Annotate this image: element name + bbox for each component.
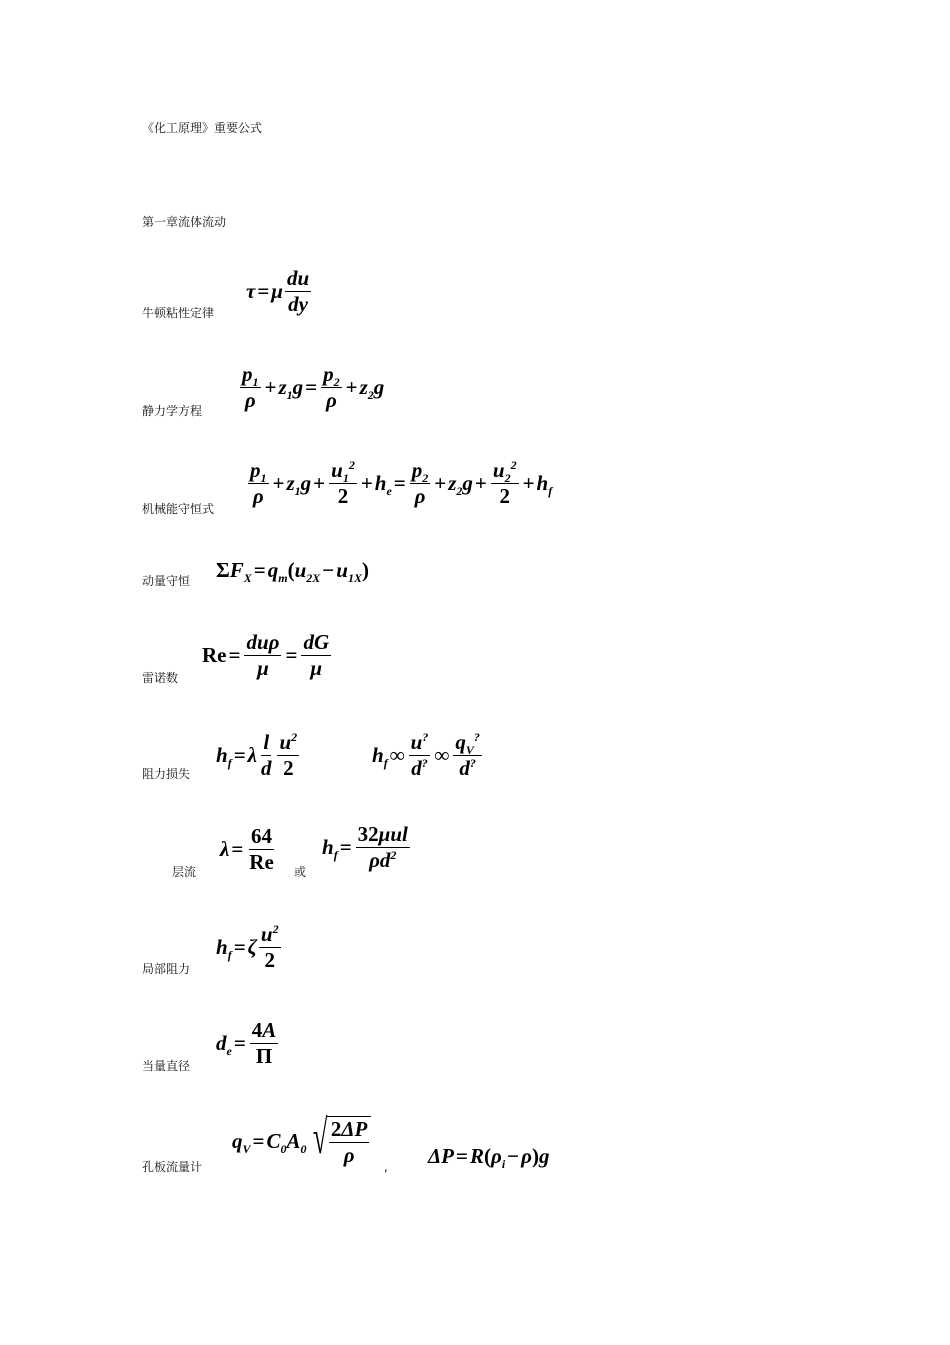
label-orifice-meter: 孔板流量计 bbox=[142, 1160, 203, 1174]
connector-or: 或 bbox=[294, 865, 307, 879]
formula-momentum: Σ $F_X$ = $q_m$ ( $u_{2X}$ − $u_{1X}$ ) bbox=[216, 558, 369, 586]
fraction-du-dy: $\frac{du}{dy}$ bbox=[286, 266, 310, 316]
chapter-heading: 第一章流体流动 bbox=[142, 215, 227, 229]
connector-comma: , bbox=[384, 1160, 388, 1174]
label-equivalent-diameter: 当量直径 bbox=[142, 1059, 191, 1073]
formula-orifice-flow: $q_V$ = $C_0A_0$ √ $\frac{2\Delta P}{\rho}$ bbox=[232, 1116, 371, 1166]
label-newton-viscosity-law: 牛顿粘性定律 bbox=[142, 306, 215, 320]
label-mechanical-energy: 机械能守恒式 bbox=[142, 502, 215, 516]
label-friction-loss: 阻力损失 bbox=[142, 767, 191, 781]
document-title: 《化工原理》重要公式 bbox=[142, 121, 263, 135]
formula-equivalent-diameter: $d_e$ = $\frac{4A}{\Pi}$ bbox=[216, 1018, 277, 1068]
formula-friction-proportional: $h_f$ ∞ $\frac{u^?}{d^?}$ ∞ $\frac{q_V^?}{d^?}$ bbox=[372, 730, 480, 780]
formula-local-resistance: $h_f$ = ζ $\frac{u^2}{2}$ bbox=[216, 922, 279, 972]
formula-newton-viscosity: τ = μ $\frac{du}{dy}$ bbox=[246, 266, 310, 316]
label-hydrostatic-equation: 静力学方程 bbox=[142, 404, 203, 418]
formula-hydrostatic: $\frac{p_1}{\rho}$ + $z_1g$ = $\frac{p_2}{\rho}$ + $z_2g$ bbox=[242, 362, 385, 412]
formula-orifice-pressure-drop: ΔP = R ( $\rho_i$ − ρ ) g bbox=[428, 1144, 550, 1172]
formula-bernoulli: $\frac{p_1}{\rho}$ + $z_1g$ + $\frac{u_1^2}{2}$ + $h_e$ = $\frac{p_2}{\rho}$ + $z_2g$ + $\frac{u_2^2}{2}$ + $h_f$ bbox=[250, 458, 553, 508]
formula-laminar-hf: $h_f$ = $\frac{\text{32μul}}{\rho d^2}$ bbox=[322, 822, 408, 872]
square-root: √ $\frac{2\Delta P}{\rho}$ bbox=[307, 1116, 372, 1166]
label-momentum-conservation: 动量守恒 bbox=[142, 574, 191, 588]
label-reynolds-number: 雷诺数 bbox=[142, 671, 179, 685]
label-laminar-flow: 层流 bbox=[172, 865, 197, 879]
formula-reynolds: Re = $\frac{\text{duρ}}{\mu}$ = $\frac{dG}{\mu}$ bbox=[202, 630, 330, 680]
formula-friction-loss: $h_f$ = λ $\frac{l}{d}$ $\frac{u^2}{2}$ bbox=[216, 730, 298, 780]
label-local-resistance: 局部阻力 bbox=[142, 962, 191, 976]
formula-laminar-lambda: λ = $\frac{64}{Re}$ bbox=[220, 824, 274, 874]
